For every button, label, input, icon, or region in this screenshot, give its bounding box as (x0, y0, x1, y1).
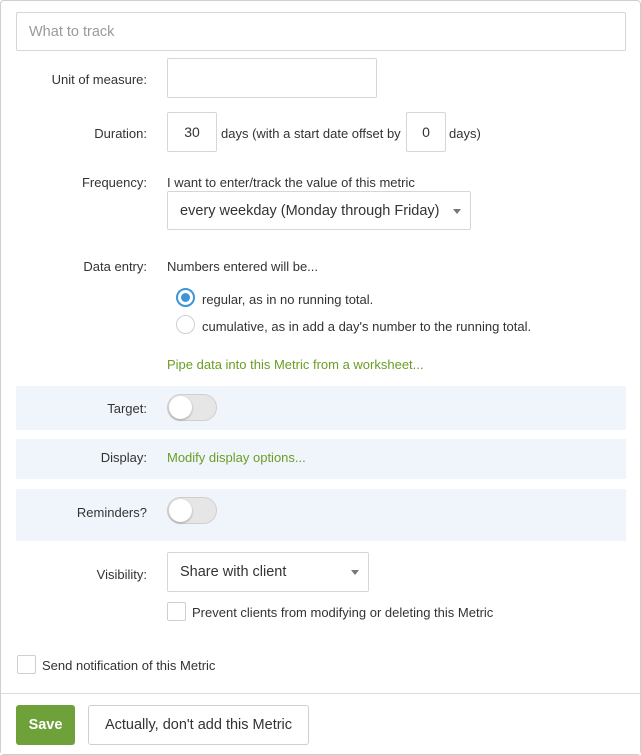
prevent-modify-checkbox[interactable] (167, 602, 186, 621)
unit-input[interactable] (167, 58, 377, 98)
reminders-toggle[interactable] (167, 497, 217, 524)
duration-mid-text: days (with a start date offset by (221, 126, 401, 141)
target-label: Target: (107, 401, 147, 416)
unit-label: Unit of measure: (51, 72, 147, 87)
send-notification-label[interactable]: Send notification of this Metric (42, 658, 216, 673)
frequency-select[interactable] (167, 191, 471, 230)
duration-end-text: days) (449, 126, 481, 141)
save-button[interactable]: Save (16, 705, 75, 745)
data-entry-label: Data entry: (83, 259, 147, 274)
modify-display-link[interactable]: Modify display options... (167, 450, 306, 465)
visibility-select[interactable] (167, 552, 369, 592)
toggle-knob (169, 499, 192, 522)
duration-days-input[interactable] (167, 112, 217, 152)
frequency-label: Frequency: (81, 175, 147, 190)
toggle-knob (169, 396, 192, 419)
radio-regular-label[interactable]: regular, as in no running total. (202, 292, 374, 307)
reminders-label: Reminders? (76, 505, 147, 520)
caret-down-icon (351, 570, 359, 575)
pipe-data-link[interactable]: Pipe data into this Metric from a worksheet... (167, 357, 424, 372)
visibility-selected: Share with client (180, 564, 287, 580)
data-entry-help: Numbers entered will be... (167, 259, 319, 274)
radio-regular[interactable] (176, 288, 195, 307)
cancel-button[interactable]: Actually, don't add this Metric (88, 705, 309, 745)
prevent-modify-label[interactable]: Prevent clients from modifying or deleting this Metric (192, 605, 494, 620)
send-notification-checkbox[interactable] (17, 655, 36, 674)
start-offset-input[interactable] (406, 112, 446, 152)
radio-cumulative[interactable] (176, 315, 195, 334)
visibility-label: Visibility: (96, 567, 147, 582)
caret-down-icon (453, 209, 461, 214)
frequency-selected: every weekday (Monday through Friday) (180, 202, 440, 219)
duration-label: Duration: (94, 126, 147, 141)
display-label: Display: (100, 450, 147, 465)
radio-cumulative-label[interactable]: cumulative, as in add a day's number to the running total. (202, 319, 532, 334)
target-toggle[interactable] (167, 394, 217, 421)
frequency-help: I want to enter/track the value of this metric (167, 175, 415, 190)
what-to-track-input[interactable] (16, 12, 626, 51)
form-footer (1, 693, 640, 754)
